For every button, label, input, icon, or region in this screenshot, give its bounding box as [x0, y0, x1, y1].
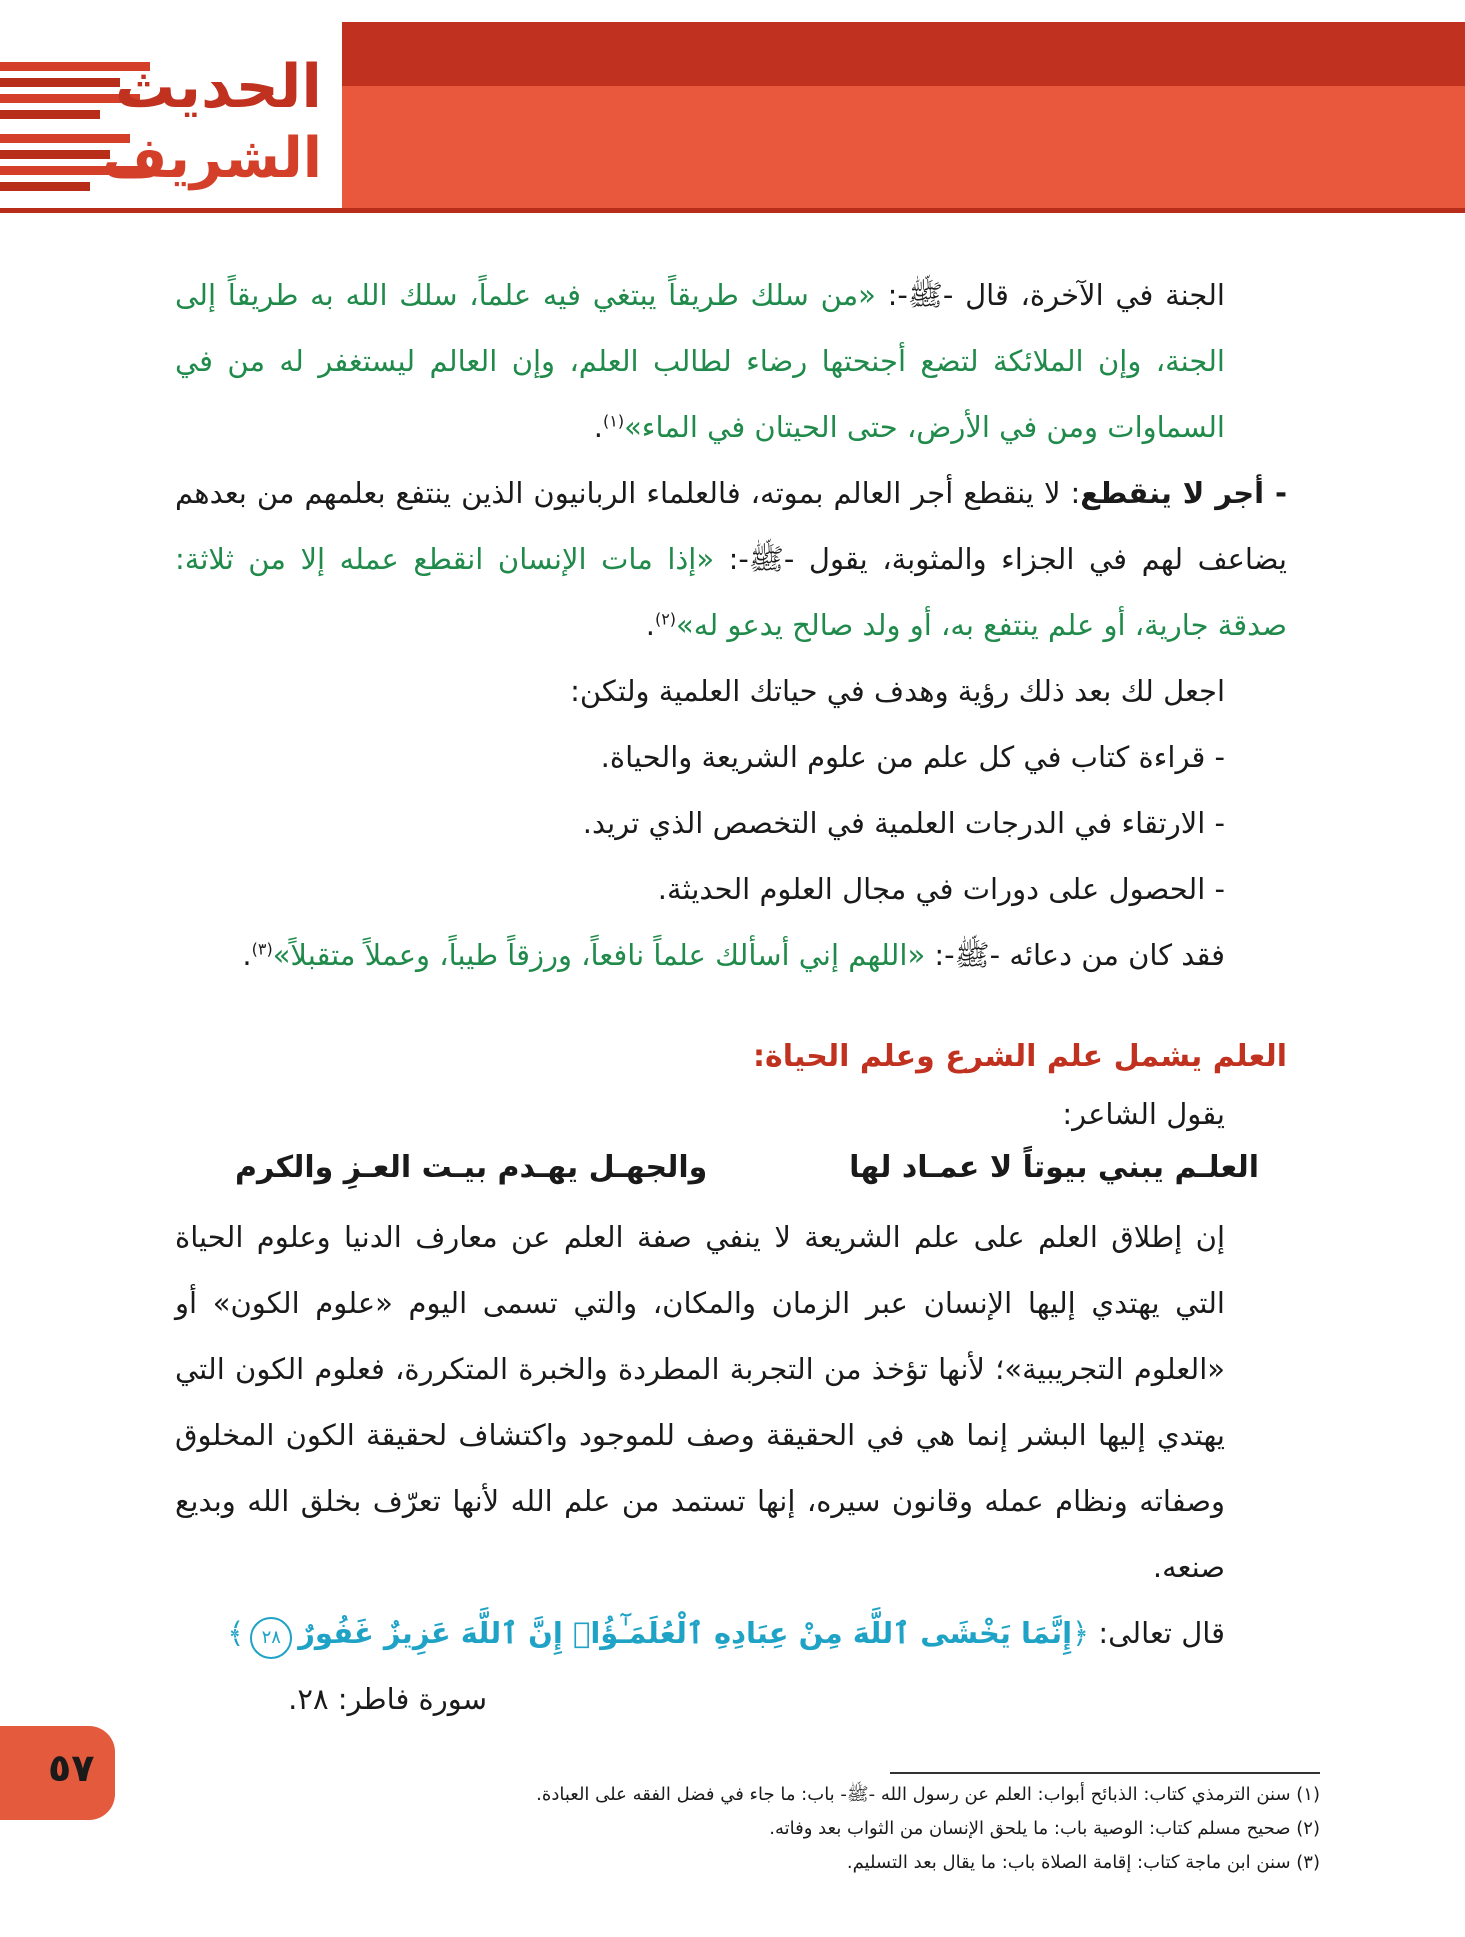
hadith-quote: «من سلك طريقاً يبتغي فيه علماً، سلك الله به طريقاً إلى الجنة، وإن الملائكة لتضع أجنحتها رضاء لطالب العلم، وإن العالم ليستغفر له من في السماوات ومن في الأرض، حتى الحيتان في الماء»	[175, 278, 1225, 444]
paragraph-quran	[175, 1600, 1287, 1666]
footnote-ref: (١)	[602, 411, 625, 431]
logo-decor-strip	[0, 182, 90, 191]
logo-line-2: الشريف	[102, 126, 322, 191]
section-heading: العلم يشمل علم الشرع وعلم الحياة:	[753, 1039, 1287, 1074]
text: : لا ينقطع أجر العالم بموته، فالعلماء الربانيون الذين ينتفع بعلمهم من بعدهم يضاعف لهم في الجزاء والمثوبة، يقول -ﷺ-:	[175, 476, 1287, 576]
poet-intro: يقول الشاعر:	[1062, 1097, 1225, 1131]
ayah-number-icon: ٢٨	[250, 1617, 292, 1659]
paragraph-lasting-reward	[175, 460, 1287, 658]
footnote-divider	[890, 1772, 1320, 1774]
quran-open-bracket: ﴿	[1072, 1616, 1090, 1650]
paragraph-vision: اجعل لك بعد ذلك رؤية وهدف في حياتك العلمية ولتكن:	[570, 674, 1225, 708]
logo-decor-strip	[0, 78, 120, 87]
poem-hemistich-1: العلـم يبني بيوتاً لا عمـاد لها	[849, 1150, 1259, 1185]
text: الجنة في الآخرة، قال -ﷺ-:	[875, 278, 1225, 312]
quran-verse: إِنَّمَا يَخْشَى ٱللَّهَ مِنْ عِبَادِهِ ٱلْعُلَمَـٰٓؤُا۟ إِنَّ ٱللَّهَ عَزِيزٌ غَفُورٌ	[298, 1616, 1073, 1650]
footnote-ref: (٢)	[654, 609, 677, 629]
footnotes	[320, 1778, 1320, 1880]
paragraph-hadith-path	[175, 262, 1287, 460]
footnote: (٢) صحيح مسلم كتاب: الوصية باب: ما يلحق الإنسان من الثواب بعد وفاته.	[769, 1818, 1320, 1839]
footnote: (٣) سنن ابن ماجة كتاب: إقامة الصلاة باب: ما يقال بعد التسليم.	[846, 1852, 1320, 1873]
list-item: - الحصول على دورات في مجال العلوم الحديثة.	[657, 872, 1225, 906]
footnote: (١) سنن الترمذي كتاب: الذبائح أبواب: العلم عن رسول الله -ﷺ- باب: ما جاء في فضل الفقه على العبادة.	[536, 1784, 1320, 1805]
text: قال تعالى:	[1089, 1616, 1225, 1650]
logo-decor-strip	[0, 110, 100, 119]
header-band-line	[0, 208, 1465, 213]
footnote-ref: (٣)	[251, 939, 273, 959]
text: فقد كان من دعائه -ﷺ-:	[925, 938, 1225, 972]
list-item: - الارتقاء في الدرجات العلمية في التخصص الذي تريد.	[582, 806, 1225, 840]
text: .	[645, 608, 655, 642]
hadith-quote: «إذا مات الإنسان انقطع عمله إلا من ثلاثة: صدقة جارية، أو علم ينتفع به، أو ولد صالح يدعو له»	[175, 542, 1287, 642]
poem-hemistich-2: والجهـل يهـدم بيـت العـزِ والكرم	[235, 1150, 708, 1185]
text: .	[242, 938, 252, 972]
poem-verse	[175, 1140, 1287, 1196]
list-item: - قراءة كتاب في كل علم من علوم الشريعة والحياة.	[600, 740, 1225, 774]
logo-line-1: الحديث	[114, 52, 322, 122]
text: .	[593, 410, 603, 444]
page-number: ٥٧	[48, 1746, 95, 1790]
main-content	[175, 262, 1287, 1732]
quran-close-bracket: ﴾	[227, 1616, 245, 1650]
logo-decor-strip	[0, 150, 110, 159]
paragraph-science: إن إطلاق العلم على علم الشريعة لا ينفي صفة العلم عن معارف الدنيا وعلوم الحياة التي يهتدي إليها الإنسان عبر الزمان والمكان، والتي تسمى اليوم «علوم الكون» أو «العلوم التجريبية»؛ لأنها تؤخذ من التجربة المطردة والخبرة المتكررة، فعلوم الكون التي يهتدي إليها البشر إنما هي في الحقيقة وصف للموجود واكتشاف لحقيقة الكون المخلوق وصفاته ونظام عمله وقانون سيره، إنها تستمد من علم الله لأنها تعرّف بخلق الله وبديع صنعه.	[175, 1220, 1225, 1584]
section-logo	[0, 22, 342, 208]
surah-reference: سورة فاطر: ٢٨.	[288, 1682, 487, 1716]
paragraph-dua	[175, 922, 1287, 988]
page-header	[0, 0, 1465, 215]
term-heading: - أجر لا ينقطع	[1080, 476, 1287, 510]
hadith-quote: «اللهم إني أسألك علماً نافعاً، ورزقاً طيباً، وعملاً متقبلاً»	[272, 938, 926, 972]
